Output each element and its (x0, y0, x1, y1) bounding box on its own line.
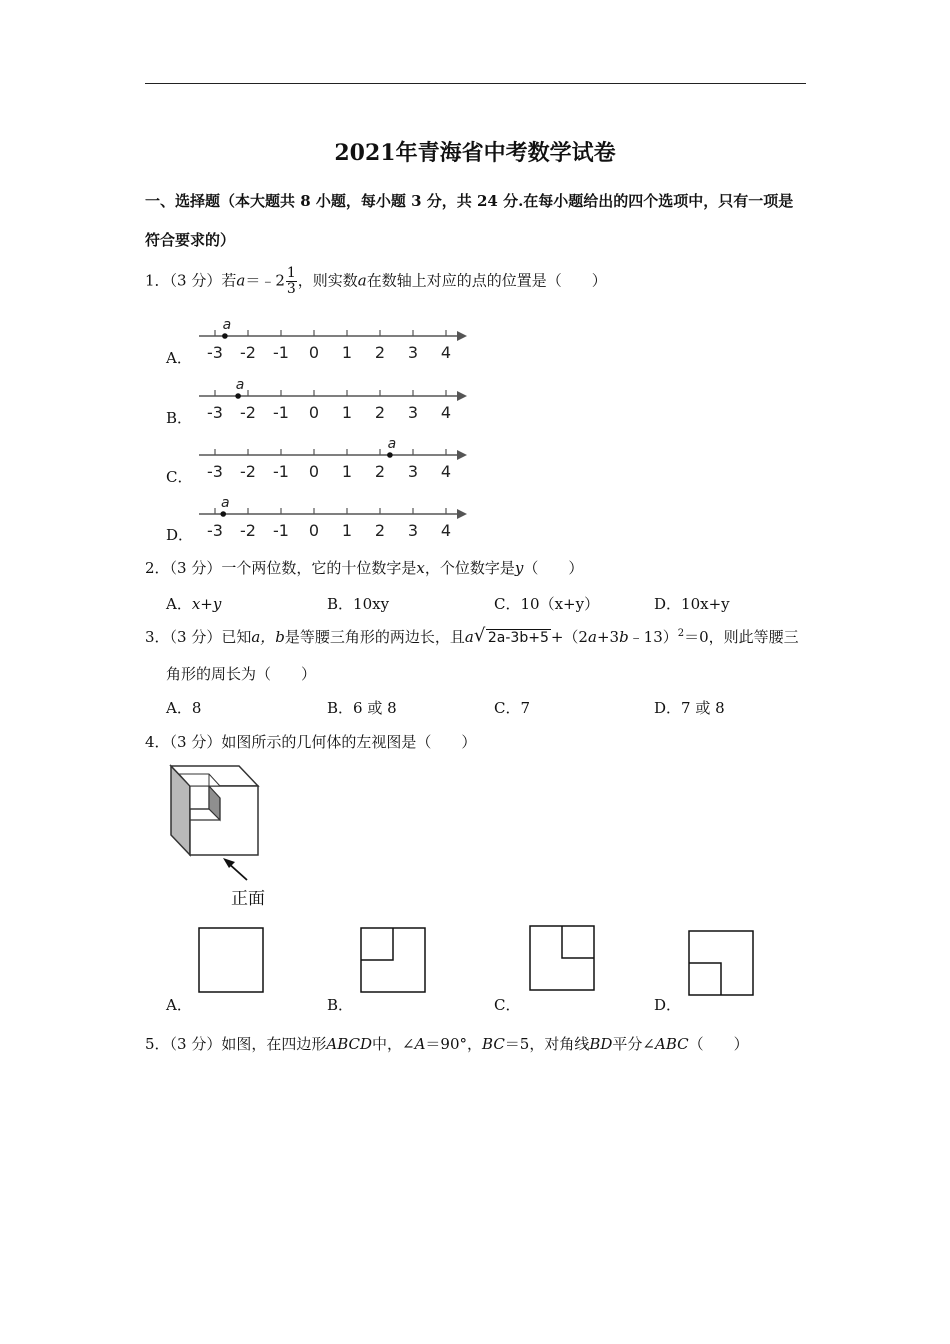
section-heading-line1: 一、选择题（本大题共 8 小题，每小题 3 分，共 24 分.在每小题给出的四个选项中，只有一项是 (145, 192, 794, 210)
q1-suffix-2: 在数轴上对应的点的位置是（ ） (366, 271, 607, 290)
q1-fraction (286, 266, 297, 297)
q3-b2: b (619, 628, 629, 646)
number-line-arrow (457, 391, 467, 401)
front-view-label: 正面 (231, 889, 265, 909)
section-heading-line2: 符合要求的） (145, 231, 236, 249)
number-line-tick-label: 3 (407, 521, 419, 540)
q1-suffix-var: a (357, 271, 367, 290)
q2-option-c-label: C． (494, 595, 521, 613)
q3-option-d-label: D． (654, 699, 682, 717)
q1-eq: ＝﹣2 (245, 271, 285, 290)
q4-option-a-figure (198, 927, 264, 993)
q2-option-d-text: 10x+y (681, 595, 730, 613)
q2-option-a-text: x+y (191, 595, 222, 613)
q5-angle-a: A (414, 1035, 426, 1053)
q1-frac-num: 1 (286, 265, 296, 281)
q3-option-a-label: A． (166, 699, 192, 717)
q2-var-x: x (416, 559, 425, 577)
q3-option-b-label: B． (327, 699, 354, 717)
number-line-a (195, 318, 475, 364)
number-line-c (195, 437, 475, 483)
q5-stem-2: 中，∠ (372, 1035, 415, 1053)
number-line-tick-label: -2 (240, 403, 256, 422)
q1-var-a: a (236, 271, 246, 290)
q1-option-a-label: A． (166, 349, 192, 367)
number-line-d (195, 496, 475, 542)
q2-stem-3: （ ） (523, 559, 584, 577)
q2-option-d-label: D． (654, 595, 682, 613)
number-line-point-label: a (387, 437, 397, 452)
number-line-tick-label: 1 (341, 343, 353, 362)
q4-option-c-label: C． (494, 996, 521, 1014)
q4-option-b-figure (360, 927, 426, 993)
number-line-tick-label: 3 (407, 462, 419, 481)
number-line-tick-label: 4 (440, 521, 452, 540)
question-3-stem-line2: 角形的周长为（ ） (166, 665, 317, 683)
q3-option-c (494, 697, 530, 718)
number-line-tick-label: -3 (207, 343, 223, 362)
number-line-tick-label: 4 (440, 462, 452, 481)
q1-option-c-label: C． (166, 468, 193, 486)
q1-prefix: 1．（3 分）若 (145, 271, 237, 290)
q2-stem-2: ，个位数字是 (424, 559, 515, 577)
q4-option-a-label: A． (166, 996, 192, 1014)
number-line-tick-label: 0 (308, 403, 320, 422)
number-line-tick-label: -1 (273, 403, 289, 422)
number-line-point-label: a (220, 496, 230, 511)
number-line-tick-label: -1 (273, 462, 289, 481)
top-rule (145, 83, 806, 84)
q5-stem-4: ＝5，对角线 (504, 1035, 590, 1053)
number-line-tick-label: 3 (407, 343, 419, 362)
q2-option-b-text: 10xy (353, 595, 390, 613)
q4-option-d-label: D． (654, 996, 682, 1014)
number-line-point-label: a (235, 378, 245, 393)
number-line-tick-label: 2 (374, 462, 386, 481)
q3-ab: a，b (251, 628, 285, 646)
q4-option-c-figure (529, 925, 595, 991)
q5-bd: BD (589, 1035, 613, 1053)
number-line-point (222, 333, 228, 339)
number-line-tick-label: -3 (207, 403, 223, 422)
number-line-tick-label: 2 (374, 403, 386, 422)
number-line-tick-label: -3 (207, 521, 223, 540)
number-line-tick-label: -3 (207, 462, 223, 481)
q4-option-d-figure (688, 930, 754, 996)
q3-stem-4: +3 (596, 628, 620, 646)
q3-option-c-text: 7 (520, 699, 531, 717)
q3-radicand: 2a-3b+5 (487, 630, 549, 646)
q3-sqrt: √ 2a-3b+5 (473, 625, 549, 646)
number-line-tick-label: 2 (374, 521, 386, 540)
q3-option-b (327, 697, 397, 718)
number-line-point (220, 511, 226, 517)
solid-notch-inner (190, 786, 209, 809)
q5-abcd: ABCD (326, 1035, 372, 1053)
q3-option-d (654, 697, 725, 718)
q3-option-a (166, 697, 201, 718)
q1-option-b-label: B． (166, 409, 193, 427)
number-line-point (235, 393, 241, 399)
number-line-arrow (457, 331, 467, 341)
number-line-point (387, 452, 393, 458)
q5-stem-3: ＝90°， (425, 1035, 483, 1053)
q2-option-b (327, 593, 389, 614)
number-line-point-label: a (222, 318, 232, 333)
q1-suffix-1: ，则实数 (297, 271, 358, 290)
q2-option-c-text: 10（x+y） (520, 595, 600, 613)
number-line-tick-label: 0 (308, 462, 320, 481)
number-line-tick-label: 1 (341, 521, 353, 540)
q2-option-a (166, 593, 221, 614)
q3-sup: 2 (677, 628, 685, 639)
q2-option-b-label: B． (327, 595, 354, 613)
number-line-tick-label: 4 (440, 403, 452, 422)
number-line-tick-label: 1 (341, 462, 353, 481)
number-line-tick-label: -1 (273, 521, 289, 540)
number-line-arrow (457, 509, 467, 519)
q5-stem-1: 5．（3 分）如图，在四边形 (145, 1035, 327, 1053)
q5-bc: BC (482, 1035, 505, 1053)
question-3-stem-line1 (145, 626, 799, 647)
q3-stem-5: ﹣13） (628, 628, 678, 646)
number-line-tick-label: 0 (308, 343, 320, 362)
q3-option-d-text: 7 或 8 (681, 699, 725, 717)
q5-abc: ABC (654, 1035, 689, 1053)
question-2-stem (145, 557, 583, 578)
number-line-tick-label: 4 (440, 343, 452, 362)
q1-option-d-label: D． (166, 526, 194, 544)
question-4-stem: 4．（3 分）如图所示的几何体的左视图是（ ） (145, 733, 477, 751)
page-title: 2021年青海省中考数学试卷 (334, 140, 616, 166)
q3-option-a-text: 8 (191, 699, 202, 717)
q3-stem-3: +（2 (550, 628, 588, 646)
q3-stem-2: 是等腰三角形的两边长，且 (284, 628, 465, 646)
q2-option-d (654, 593, 730, 614)
q3-option-b-text: 6 或 8 (353, 699, 397, 717)
q2-stem-1: 2．（3 分）一个两位数，它的十位数字是 (145, 559, 417, 577)
question-1-stem (145, 266, 607, 297)
number-line-arrow (457, 450, 467, 460)
q2-var-y: y (514, 559, 524, 577)
number-line-b (195, 378, 475, 424)
q2-option-a-label: A． (166, 595, 192, 613)
q2-option-c (494, 593, 599, 614)
number-line-tick-label: -2 (240, 343, 256, 362)
q1-frac-den: 3 (286, 281, 296, 297)
q4-option-b-label: B． (327, 996, 354, 1014)
number-line-tick-label: 2 (374, 343, 386, 362)
q5-stem-5: 平分∠ (612, 1035, 655, 1053)
number-line-tick-label: 3 (407, 403, 419, 422)
q3-a2: a (587, 628, 597, 646)
question-5-stem (145, 1033, 749, 1054)
number-line-tick-label: -2 (240, 462, 256, 481)
number-line-tick-label: 1 (341, 403, 353, 422)
q3-stem-1: 3．（3 分）已知 (145, 628, 252, 646)
number-line-tick-label: -1 (273, 343, 289, 362)
q3-a: a (464, 628, 474, 646)
q5-stem-6: （ ） (688, 1035, 749, 1053)
q3-stem-6: ＝0，则此等腰三 (684, 628, 799, 646)
q3-option-c-label: C． (494, 699, 521, 717)
number-line-tick-label: -2 (240, 521, 256, 540)
number-line-tick-label: 0 (308, 521, 320, 540)
